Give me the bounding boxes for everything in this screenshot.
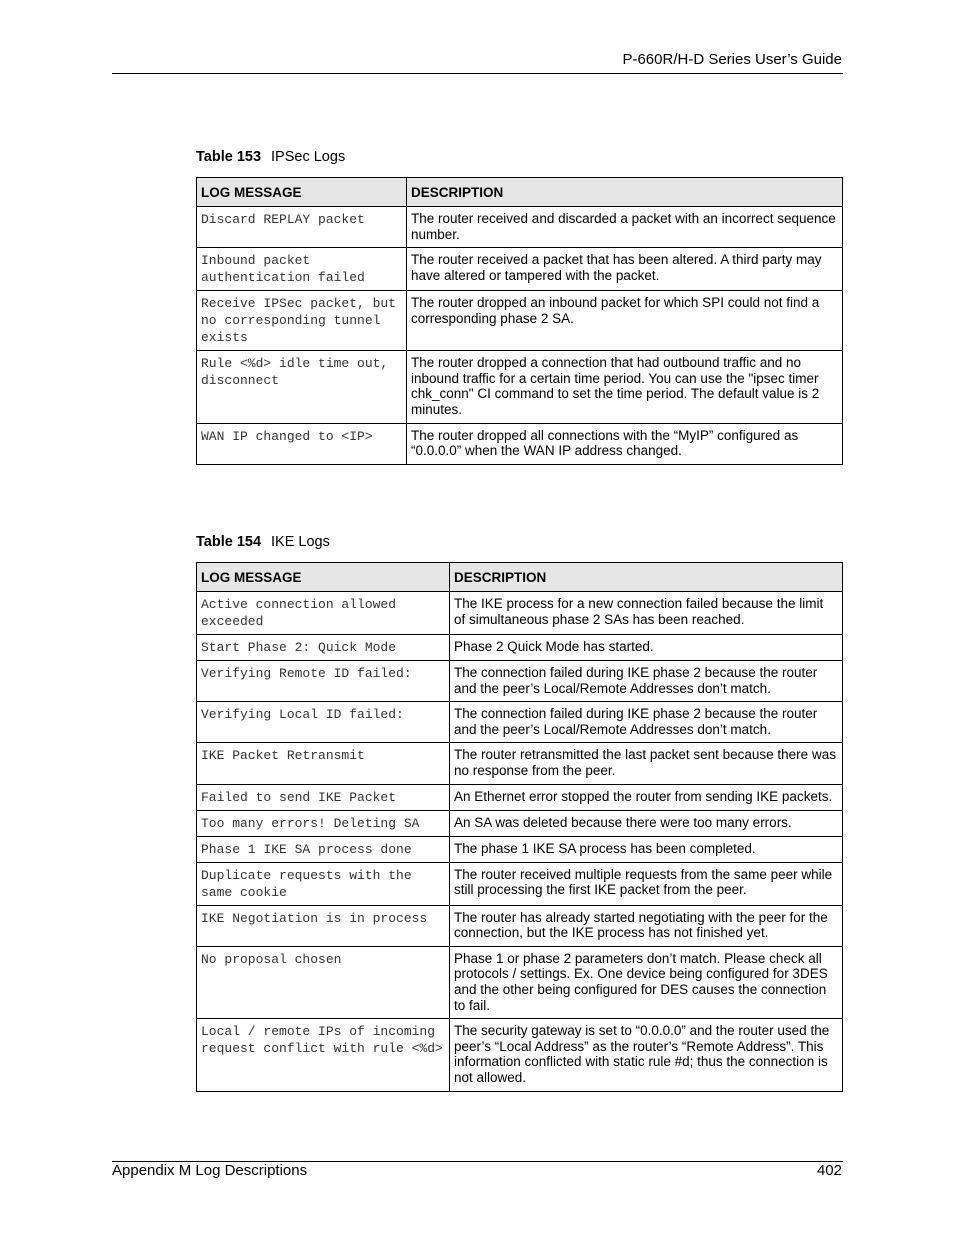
table-row bbox=[197, 635, 843, 661]
table-title: IPSec Logs bbox=[271, 149, 346, 165]
description-cell: The router dropped an inbound packet for which SPI could not find a corresponding phase 2 SA. bbox=[407, 291, 843, 351]
header-divider bbox=[112, 73, 843, 74]
log-message-cell: Phase 1 IKE SA process done bbox=[197, 836, 450, 862]
log-message-cell: Start Phase 2: Quick Mode bbox=[197, 635, 450, 661]
description-cell: The router retransmitted the last packet sent because there was no response from the peer. bbox=[450, 743, 843, 784]
ipsec-logs-table bbox=[196, 177, 843, 465]
table-row bbox=[197, 291, 843, 351]
table-row bbox=[197, 810, 843, 836]
log-message-cell: Duplicate requests with the same cookie bbox=[197, 862, 450, 905]
log-message-cell: Too many errors! Deleting SA bbox=[197, 810, 450, 836]
description-cell: The connection failed during IKE phase 2 because the router and the peer’s Local/Remote Addresses don’t match. bbox=[450, 661, 843, 702]
description-cell: The phase 1 IKE SA process has been completed. bbox=[450, 836, 843, 862]
table-row bbox=[197, 743, 843, 784]
column-header-log-message: LOG MESSAGE bbox=[197, 178, 407, 207]
footer-section-title: Appendix M Log Descriptions bbox=[112, 1162, 308, 1179]
ike-logs-table bbox=[196, 562, 843, 1092]
description-cell: The security gateway is set to “0.0.0.0” and the router used the peer’s “Local Address” as the router’s “Remote Address”. This information conflicted with static rule #d; thus the connection is not allowed. bbox=[450, 1019, 843, 1091]
table-number: Table 153 bbox=[196, 149, 262, 165]
table-row bbox=[197, 836, 843, 862]
log-message-cell: IKE Negotiation is in process bbox=[197, 905, 450, 946]
log-message-cell: IKE Packet Retransmit bbox=[197, 743, 450, 784]
page-header-title: P-660R/H-D Series User’s Guide bbox=[622, 51, 842, 68]
description-cell: Phase 1 or phase 2 parameters don’t match. Please check all protocols / settings. Ex. One device being configured for 3DES and the other being configured for DES causes the connection to fail. bbox=[450, 946, 843, 1018]
table-row bbox=[197, 946, 843, 1018]
table-row bbox=[197, 351, 843, 423]
log-message-cell: Inbound packet authentication failed bbox=[197, 248, 407, 291]
table-row bbox=[197, 905, 843, 946]
table-header-row bbox=[197, 178, 843, 207]
table-row bbox=[197, 207, 843, 248]
table-row bbox=[197, 784, 843, 810]
log-message-cell: Failed to send IKE Packet bbox=[197, 784, 450, 810]
description-cell: The router has already started negotiating with the peer for the connection, but the IKE process has not finished yet. bbox=[450, 905, 843, 946]
log-message-cell: WAN IP changed to <IP> bbox=[197, 423, 407, 464]
table-row bbox=[197, 592, 843, 635]
description-cell: The router received multiple requests from the same peer while still processing the first IKE packet from the peer. bbox=[450, 862, 843, 905]
table-title: IKE Logs bbox=[271, 534, 330, 550]
description-cell: The router dropped all connections with the “MyIP” configured as “0.0.0.0” when the WAN IP address changed. bbox=[407, 423, 843, 464]
description-cell: The router dropped a connection that had outbound traffic and no inbound traffic for a certain time period. You can use the "ipsec timer chk_conn" CI command to set the time period. The default value is 2 minutes. bbox=[407, 351, 843, 423]
log-message-cell: Active connection allowed exceeded bbox=[197, 592, 450, 635]
table-153-caption bbox=[196, 149, 345, 165]
column-header-log-message: LOG MESSAGE bbox=[197, 563, 450, 592]
table-row bbox=[197, 862, 843, 905]
description-cell: The router received and discarded a packet with an incorrect sequence number. bbox=[407, 207, 843, 248]
description-cell: The router received a packet that has been altered. A third party may have altered or tampered with the packet. bbox=[407, 248, 843, 291]
log-message-cell: Verifying Local ID failed: bbox=[197, 702, 450, 743]
log-message-cell: Receive IPSec packet, but no corresponding tunnel exists bbox=[197, 291, 407, 351]
table-row bbox=[197, 661, 843, 702]
column-header-description: DESCRIPTION bbox=[450, 563, 843, 592]
log-message-cell: No proposal chosen bbox=[197, 946, 450, 1018]
description-cell: The connection failed during IKE phase 2 because the router and the peer’s Local/Remote Addresses don’t match. bbox=[450, 702, 843, 743]
table-number: Table 154 bbox=[196, 534, 262, 550]
description-cell: Phase 2 Quick Mode has started. bbox=[450, 635, 843, 661]
log-message-cell: Rule <%d> idle time out, disconnect bbox=[197, 351, 407, 423]
table-row bbox=[197, 423, 843, 464]
table-row bbox=[197, 702, 843, 743]
log-message-cell: Discard REPLAY packet bbox=[197, 207, 407, 248]
table-row bbox=[197, 248, 843, 291]
log-message-cell: Local / remote IPs of incoming request conflict with rule <%d> bbox=[197, 1019, 450, 1091]
description-cell: An SA was deleted because there were too many errors. bbox=[450, 810, 843, 836]
table-row bbox=[197, 1019, 843, 1091]
log-message-cell: Verifying Remote ID failed: bbox=[197, 661, 450, 702]
description-cell: An Ethernet error stopped the router from sending IKE packets. bbox=[450, 784, 843, 810]
table-header-row bbox=[197, 563, 843, 592]
description-cell: The IKE process for a new connection failed because the limit of simultaneous phase 2 SAs has been reached. bbox=[450, 592, 843, 635]
table-154-caption bbox=[196, 534, 330, 550]
column-header-description: DESCRIPTION bbox=[407, 178, 843, 207]
page-number: 402 bbox=[816, 1162, 842, 1179]
